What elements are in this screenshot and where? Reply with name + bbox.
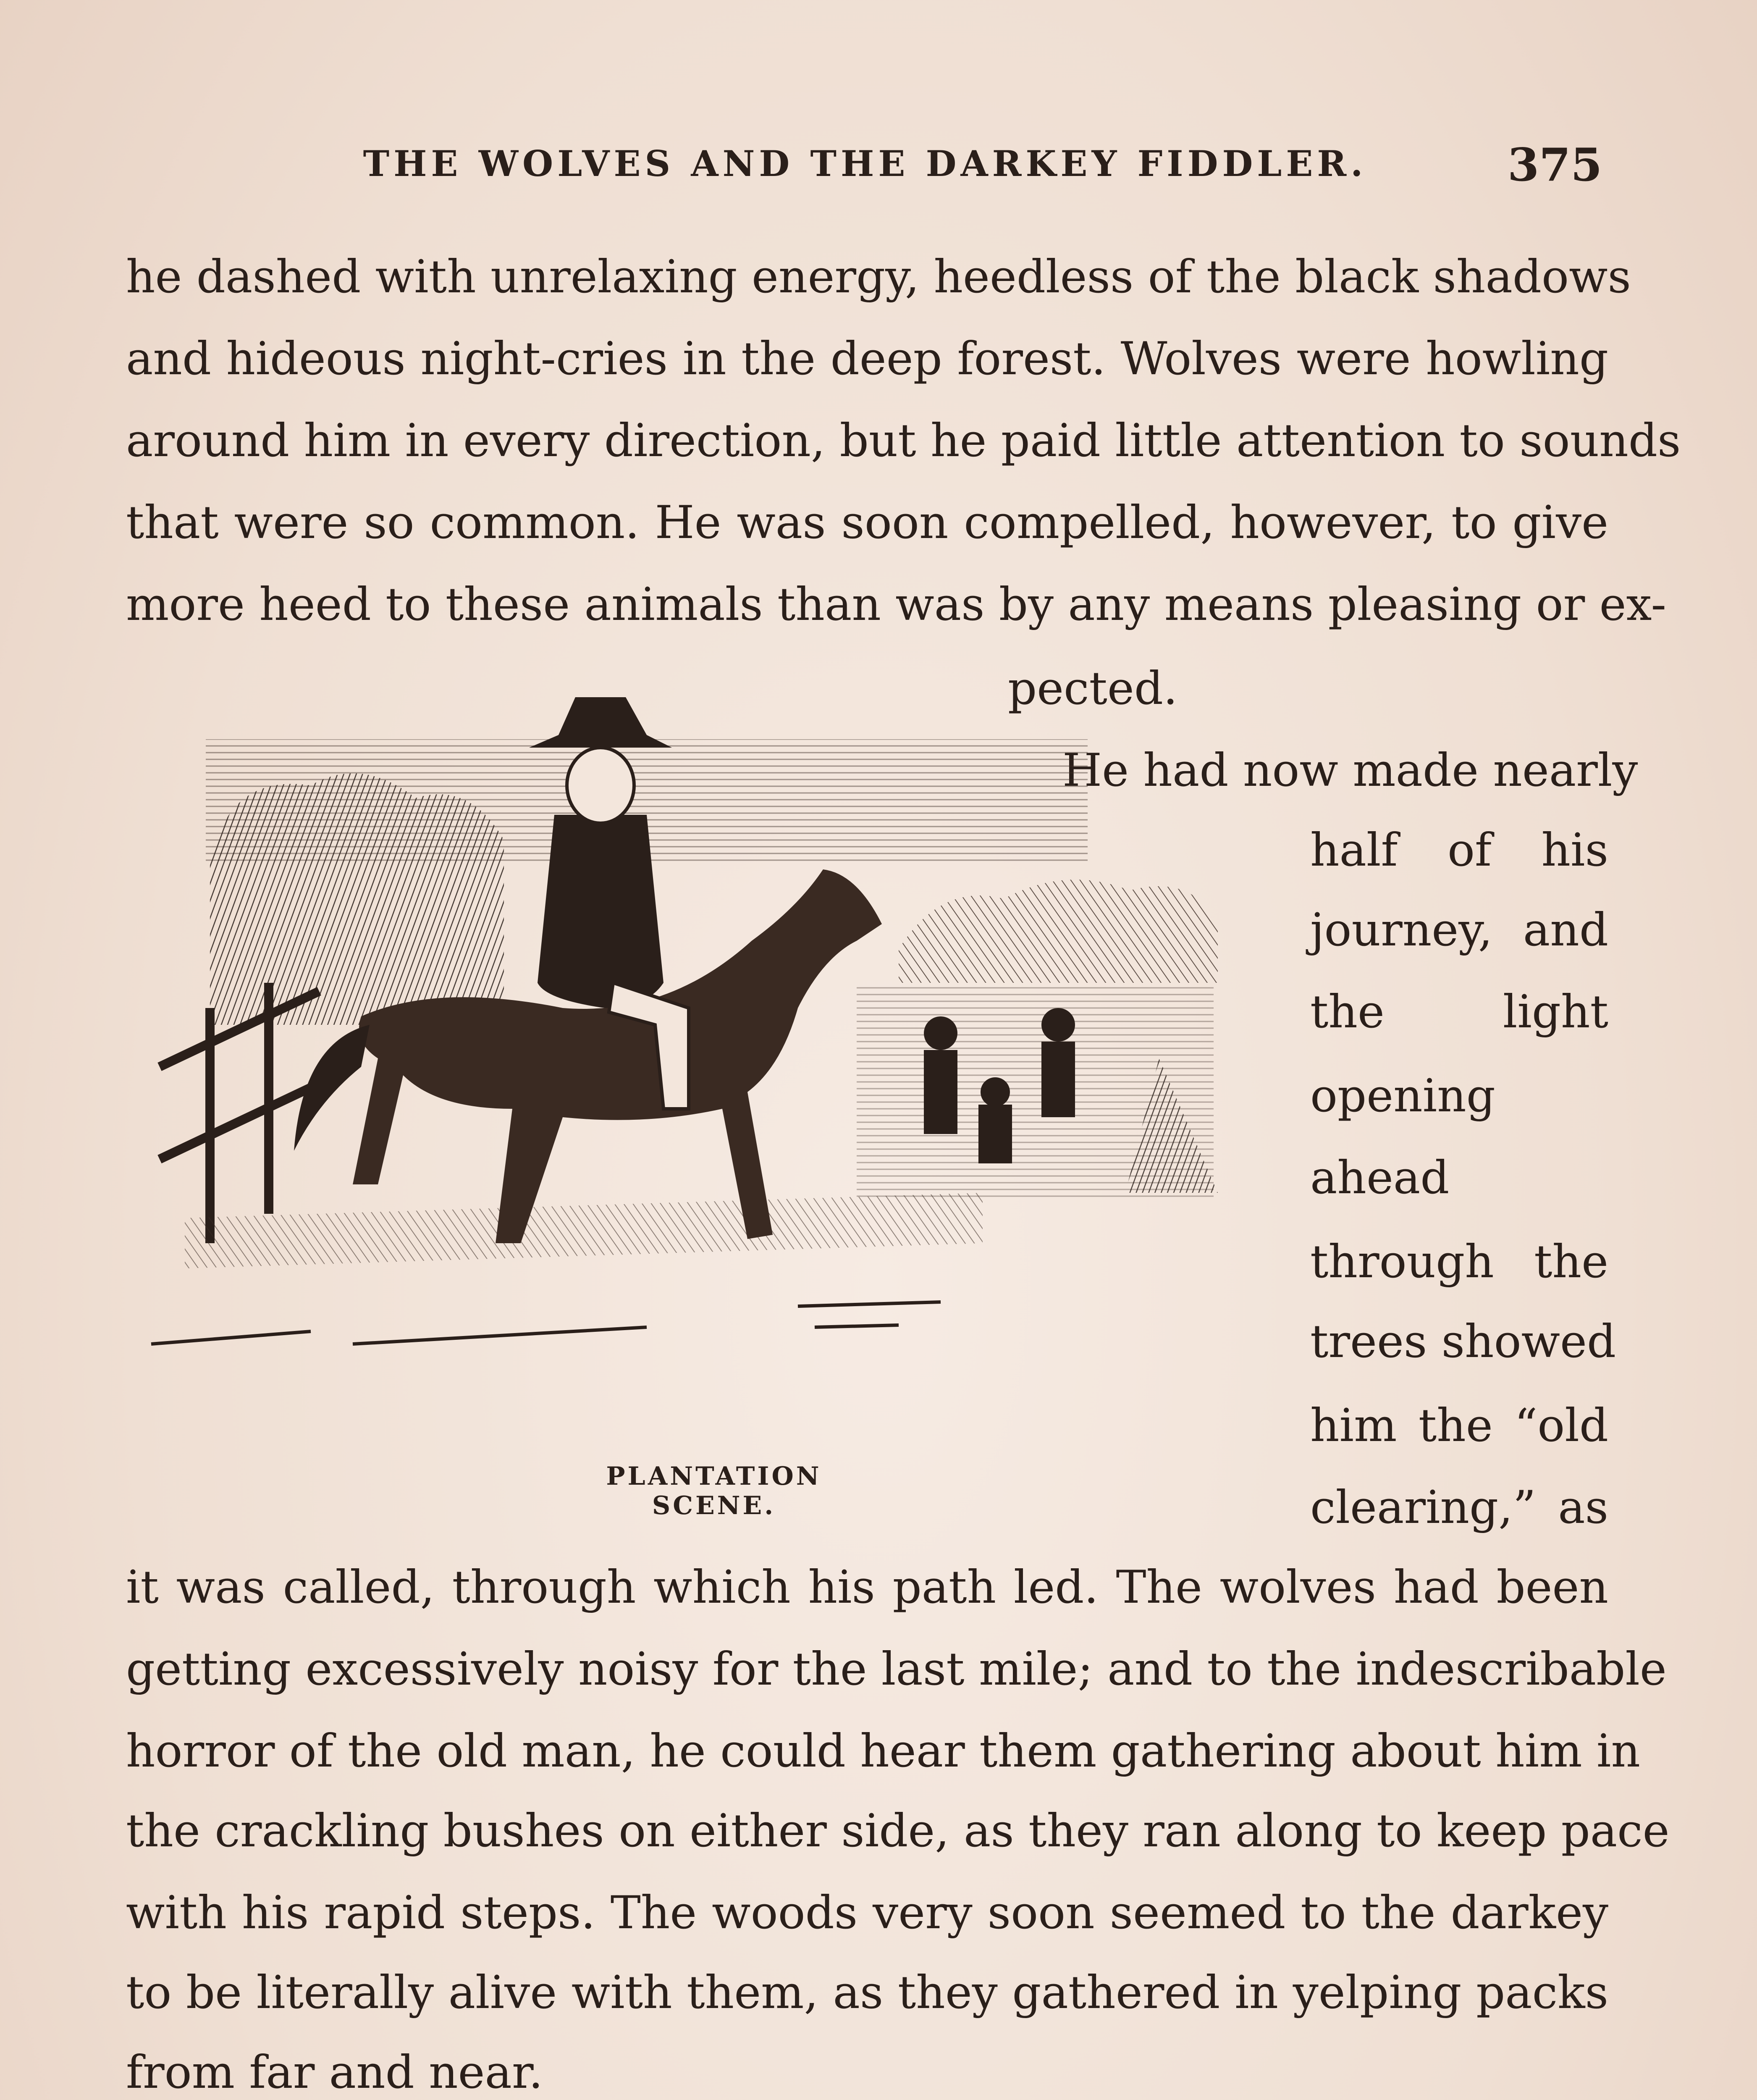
text-line: more heed to these animals than was by any means pleasing or ex- — [126, 578, 1666, 631]
text-line: that were so common. He was soon compelled, however, to give — [126, 496, 1608, 549]
rider-head — [567, 748, 634, 823]
text-line: around him in every direction, but he paid little attention to sounds — [126, 415, 1681, 467]
text-line: horror of the old man, he could hear them gathering about him in — [126, 1725, 1641, 1777]
running-head: THE WOLVES AND THE DARKEY FIDDLER. — [363, 143, 1367, 184]
plantation-engraving — [143, 689, 1277, 1403]
text-line: clearing,” as — [1310, 1481, 1608, 1534]
ground — [185, 1193, 983, 1268]
text-line: through the — [1310, 1236, 1608, 1288]
text-line: pected. — [1008, 662, 1178, 715]
rider-hat — [529, 697, 672, 748]
text-line: the crackling bushes on either side, as they ran along to keep pace — [126, 1805, 1670, 1857]
text-line: and hideous night-cries in the deep forest. Wolves were howling — [126, 333, 1608, 385]
text-line: half of his — [1310, 824, 1608, 877]
trees-left — [210, 773, 504, 1025]
text-line: from far and near. — [126, 2046, 543, 2099]
page-number: 375 — [1508, 139, 1602, 192]
text-line: him the “old — [1310, 1399, 1608, 1452]
text-line: the light — [1310, 986, 1608, 1038]
grass-strokes — [151, 1302, 941, 1344]
text-line: with his rapid steps. The woods very soon seemed to the darkey — [126, 1887, 1608, 1939]
text-line: trees showed — [1310, 1315, 1616, 1368]
illustration-caption: PLANTATION SCENE. — [606, 1462, 822, 1520]
rider-coat — [538, 815, 663, 1008]
text-line: opening — [1310, 1070, 1495, 1122]
text-line: He had now made nearly — [1062, 744, 1638, 797]
text-line: ahead — [1310, 1152, 1450, 1204]
text-line: to be literally alive with them, as they gathered in yelping packs — [126, 1966, 1608, 2019]
text-line: getting excessively noisy for the last mile; and to the indescribable — [126, 1643, 1667, 1696]
text-line: he dashed with unrelaxing energy, heedless of the black shadows — [126, 251, 1631, 303]
text-line: it was called, through which his path led. The wolves had been — [126, 1561, 1608, 1614]
text-line: journey, and — [1310, 904, 1608, 956]
trees-right — [899, 879, 1218, 983]
